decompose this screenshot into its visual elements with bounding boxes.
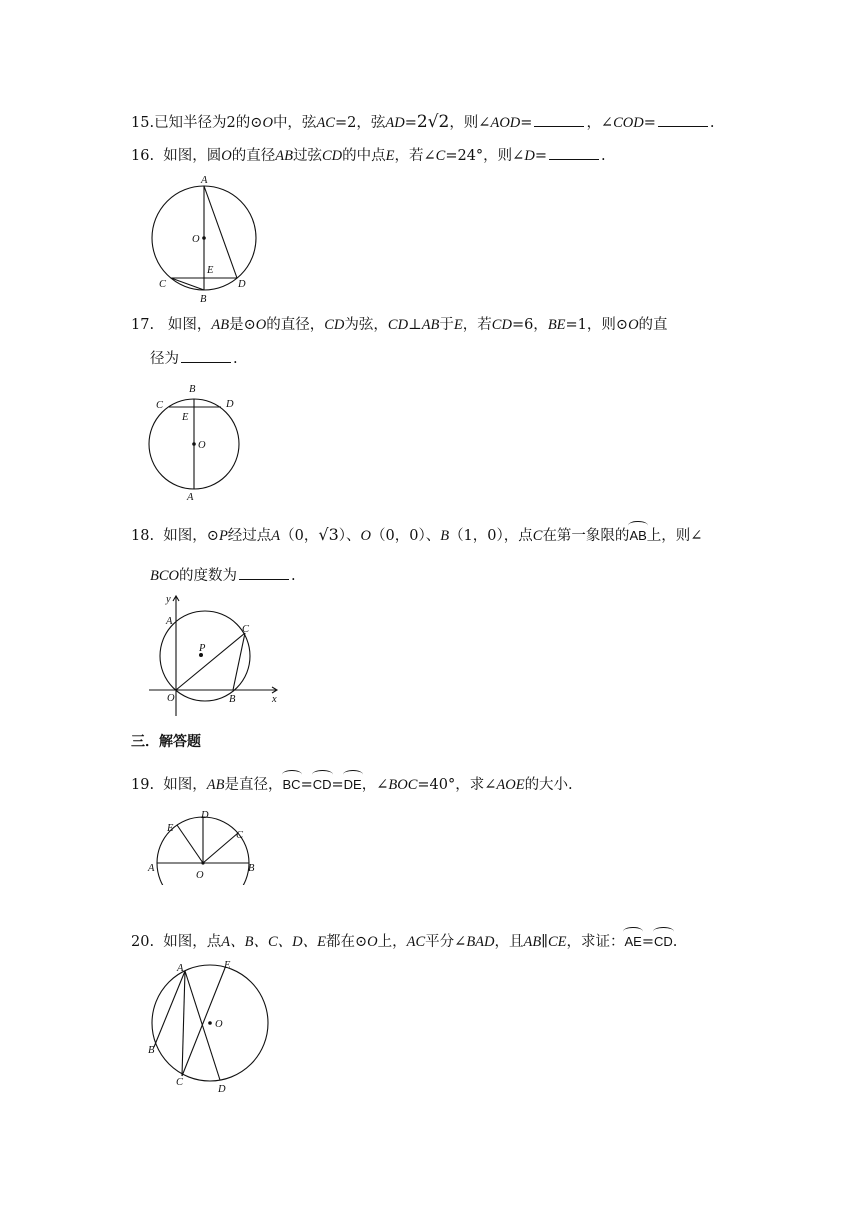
circle-p bbox=[160, 611, 250, 701]
label-x: x bbox=[272, 694, 277, 705]
label-b: B bbox=[148, 1045, 155, 1056]
label-a: A bbox=[201, 175, 208, 186]
label-b: B bbox=[200, 294, 207, 305]
label-c: C bbox=[159, 279, 167, 290]
label-a: A bbox=[187, 492, 194, 502]
label-c: C bbox=[236, 830, 244, 841]
label-e: E bbox=[224, 960, 231, 971]
answer-blank bbox=[658, 112, 708, 127]
label-a: A bbox=[166, 616, 173, 627]
arc-ab: AB bbox=[629, 524, 646, 546]
center-dot bbox=[202, 236, 206, 240]
label-d: D bbox=[218, 1084, 226, 1095]
label-b: B bbox=[229, 694, 236, 705]
arc-bc: BC bbox=[283, 773, 301, 795]
answer-blank bbox=[239, 565, 289, 580]
question-18-cont: BCO的度数为 . bbox=[150, 565, 296, 586]
figure-20 bbox=[140, 955, 275, 1095]
label-d: D bbox=[201, 810, 209, 821]
label-a: A bbox=[148, 863, 155, 874]
chord-ab bbox=[154, 971, 185, 1047]
radical-value: √3 bbox=[318, 525, 339, 544]
label-o: O bbox=[198, 440, 206, 451]
label-o: O bbox=[192, 234, 200, 245]
label-a: A bbox=[177, 963, 184, 974]
center-dot bbox=[201, 861, 204, 864]
label-b: B bbox=[189, 384, 196, 395]
label-e: E bbox=[207, 265, 214, 276]
label-o: O bbox=[196, 870, 204, 881]
chord-ac bbox=[182, 971, 185, 1076]
radius-oe bbox=[177, 825, 203, 863]
label-c: C bbox=[242, 624, 250, 635]
figure-18 bbox=[145, 590, 285, 720]
center-dot bbox=[192, 442, 196, 446]
answer-blank bbox=[534, 112, 584, 127]
radius-oc bbox=[203, 833, 238, 863]
label-c: C bbox=[156, 400, 164, 411]
label-o: O bbox=[215, 1019, 223, 1030]
label-d: D bbox=[226, 399, 234, 410]
segment-cb bbox=[171, 278, 204, 290]
radical-value: 2√2 bbox=[416, 112, 450, 132]
question-19: 19. 如图，AB是直径，BC=CD=DE，∠BOC=40°，求∠AOE的大小. bbox=[131, 773, 573, 795]
label-p: P bbox=[199, 643, 206, 654]
label-b: B bbox=[248, 863, 255, 874]
label-e: E bbox=[167, 823, 174, 834]
answer-blank bbox=[549, 145, 599, 160]
label-y: y bbox=[166, 594, 171, 605]
label-c: C bbox=[176, 1077, 184, 1088]
figure-16 bbox=[145, 172, 270, 307]
question-17: 17. 如图，AB是⊙O的直径，CD为弦，CD⊥AB于E，若CD=6，BE=1，则⊙O的直 bbox=[131, 317, 668, 333]
arc-ae: AE bbox=[624, 930, 641, 952]
answer-blank bbox=[181, 348, 231, 363]
arc-de: DE bbox=[344, 773, 362, 795]
arc-cd: CD bbox=[654, 930, 673, 952]
section-heading: 三．解答题 bbox=[131, 734, 201, 750]
figure-19 bbox=[145, 805, 270, 885]
question-15: 15.已知半径为2的⊙O中，弦AC=2，弦AD=2√2，则∠AOD= ，∠COD= . bbox=[131, 112, 715, 132]
arc-cd: CD bbox=[313, 773, 332, 795]
center-dot bbox=[208, 1021, 212, 1025]
figure-17 bbox=[145, 380, 255, 502]
question-18: 18. 如图，⊙P经过点A（0，√3）、O（0，0）、B（1，0），点C在第一象限的AB上，则∠ bbox=[131, 525, 703, 544]
question-16: 16. 如图，圆O的直径AB过弦CD的中点E，若∠C=24°，则∠D= . bbox=[131, 145, 606, 166]
question-number: 15. bbox=[131, 115, 155, 131]
label-o: O bbox=[167, 693, 175, 704]
label-e: E bbox=[182, 412, 189, 423]
question-20: 20. 如图，点A、B、C、D、E都在⊙O上，AC平分∠BAD，且AB∥CE，求证：AE=CD. bbox=[131, 930, 677, 952]
label-d: D bbox=[238, 279, 246, 290]
question-17-cont: 径为 . bbox=[150, 348, 238, 369]
